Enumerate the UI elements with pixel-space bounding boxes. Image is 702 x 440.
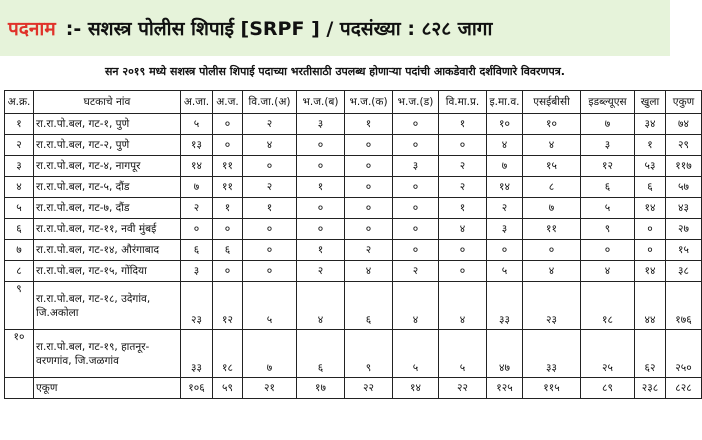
table-cell: १ [635,135,666,156]
table-cell: ६ [181,240,213,261]
table-cell: १ [243,198,297,219]
table-cell: २ [393,261,439,282]
table-cell: ० [393,177,439,198]
total-label: एकूण [34,378,181,399]
table-row [5,240,702,261]
table-cell: ८ [523,177,581,198]
table-cell: ० [439,240,487,261]
table-cell: २५० [666,330,702,378]
table-cell: १७६ [666,282,702,330]
table-cell: ७ [523,198,581,219]
table-cell: ५ [243,282,297,330]
serial-number: ८ [5,261,34,282]
serial-number: ७ [5,240,34,261]
unit-name: रा.रा.पो.बल, गट-१८, उदेगांव, जि.अकोला [34,282,181,330]
vacancy-table [4,90,702,399]
table-cell: २३ [181,282,213,330]
table-cell: ० [213,261,243,282]
table-cell: ४ [243,135,297,156]
table-cell: ५७ [666,177,702,198]
table-cell: ० [439,261,487,282]
table-cell: २ [181,198,213,219]
table-cell: ० [393,135,439,156]
table-cell: २३ [523,282,581,330]
table-cell: ४ [487,135,523,156]
total-cell: ८२८ [666,378,702,399]
column-header: घटकाचे नांव [34,91,181,114]
serial-number: ९ [5,282,34,330]
table-cell: १ [297,240,345,261]
table-cell: ४ [393,282,439,330]
table-cell: ९ [581,219,635,240]
serial-number: १० [5,330,34,378]
table-row [5,282,702,330]
table-cell: ३८ [666,261,702,282]
table-cell: १ [439,198,487,219]
table-cell: १४ [181,156,213,177]
unit-name: रा.रा.पो.बल, गट-१९, हातनूर-वरणगांव, जि.जळगांव [34,330,181,378]
designation-text: :- सशस्त्र पोलीस शिपाई [SRPF ] / पदसंख्या : ८२८ जागा [65,18,493,40]
total-serial-empty [5,378,34,399]
table-cell: १५ [666,240,702,261]
total-cell: १२५ [487,378,523,399]
table-caption: सन २०१९ मध्ये सशस्त्र पोलीस शिपाई पदाच्या भरतीसाठी उपलब्ध होणाऱ्या पदांची आकडेवारी दर्शविणारे विवरणपत्र. [105,65,565,78]
table-cell: ० [181,219,213,240]
table-cell: ११७ [666,156,702,177]
title-banner [0,0,670,56]
table-cell: ० [635,219,666,240]
table-row [5,261,702,282]
table-cell: १४ [635,261,666,282]
table-cell: ० [487,240,523,261]
header-row [5,91,702,114]
table-cell: ५ [439,330,487,378]
table-cell: ४ [345,261,393,282]
unit-name: रा.रा.पो.बल, गट-१४, औरंगाबाद [34,240,181,261]
table-cell: ५ [487,261,523,282]
table-cell: २ [345,240,393,261]
table-cell: ३३ [523,330,581,378]
total-cell: १४ [393,378,439,399]
table-cell: ९ [345,330,393,378]
table-cell: ४४ [635,282,666,330]
table-row [5,198,702,219]
table-cell: ० [213,114,243,135]
table-row [5,330,702,378]
column-header: वि.जा.(अ) [243,91,297,114]
table-cell: ४३ [666,198,702,219]
table-cell: ० [393,114,439,135]
table-cell: १ [439,114,487,135]
serial-number: ३ [5,156,34,177]
total-cell: ११५ [523,378,581,399]
table-cell: ४ [523,135,581,156]
table-cell: ५ [393,330,439,378]
table-cell: ६ [345,282,393,330]
table-cell: १२ [213,282,243,330]
table-cell: २९ [666,135,702,156]
table-cell: ४ [523,261,581,282]
table-cell: १५ [523,156,581,177]
serial-number: २ [5,135,34,156]
total-cell: २३८ [635,378,666,399]
column-header: खुला [635,91,666,114]
column-header: भ.ज.(ब) [297,91,345,114]
table-cell: २७ [666,219,702,240]
total-cell: २२ [439,378,487,399]
table-cell: ७ [181,177,213,198]
unit-name: रा.रा.पो.बल, गट-४, नागपूर [34,156,181,177]
table-cell: ० [393,240,439,261]
table-cell: ० [345,198,393,219]
table-cell: ३३ [487,282,523,330]
table-cell: ० [345,156,393,177]
table-cell: १२ [581,156,635,177]
serial-number: ४ [5,177,34,198]
table-cell: ११ [213,177,243,198]
table-cell: ४ [581,261,635,282]
table-cell: ० [297,156,345,177]
table-cell: ४७ [487,330,523,378]
unit-name: रा.रा.पो.बल, गट-११, नवी मुंबई [34,219,181,240]
designation-label: पदनाम [8,18,56,40]
serial-number: ५ [5,198,34,219]
table-cell: ४ [439,282,487,330]
table-cell: ५ [581,198,635,219]
table-cell: ० [213,219,243,240]
unit-name: रा.रा.पो.बल, गट-१, पुणे [34,114,181,135]
column-header: अ.जा. [181,91,213,114]
table-cell: ३३ [181,330,213,378]
table-cell: ० [243,219,297,240]
table-cell: ३ [393,156,439,177]
unit-name: रा.रा.पो.बल, गट-७, दौंड [34,198,181,219]
table-row [5,219,702,240]
unit-name: रा.रा.पो.बल, गट-५, दौंड [34,177,181,198]
table-cell: १ [213,198,243,219]
table-cell: ० [243,261,297,282]
serial-number: १ [5,114,34,135]
table-cell: १० [523,114,581,135]
table-row [5,177,702,198]
column-header: इडब्ल्यूएस [581,91,635,114]
column-header: वि.मा.प्र. [439,91,487,114]
total-cell: १०६ [181,378,213,399]
table-row [5,156,702,177]
table-cell: ० [523,240,581,261]
table-cell: १८ [213,330,243,378]
table-cell: ७४ [666,114,702,135]
table-cell: ० [243,156,297,177]
table-cell: २ [487,198,523,219]
table-cell: ३ [487,219,523,240]
table-cell: ० [297,219,345,240]
table-cell: ५ [181,114,213,135]
total-cell: २१ [243,378,297,399]
table-cell: ६ [581,177,635,198]
table-cell: ७ [487,156,523,177]
column-header: एकुण [666,91,702,114]
table-cell: १४ [635,198,666,219]
table-cell: ० [213,135,243,156]
table-cell: ३ [297,114,345,135]
unit-name: रा.रा.पो.बल, गट-२, पुणे [34,135,181,156]
column-header: भ.ज.(क) [345,91,393,114]
table-cell: ० [439,135,487,156]
table-cell: १ [345,114,393,135]
table-cell: ० [345,135,393,156]
table-cell: १८ [581,282,635,330]
table-cell: २ [243,114,297,135]
table-cell: ११ [213,156,243,177]
total-cell: २२ [345,378,393,399]
table-cell: ५३ [635,156,666,177]
table-cell: ० [581,240,635,261]
table-cell: ० [393,219,439,240]
table-cell: ६ [297,330,345,378]
table-cell: १० [487,114,523,135]
table-row [5,135,702,156]
table-cell: २ [439,156,487,177]
unit-name: रा.रा.पो.बल, गट-१५, गोंदिया [34,261,181,282]
table-cell: २ [243,177,297,198]
total-cell: ५९ [213,378,243,399]
table-cell: ० [243,240,297,261]
table-cell: ३ [181,261,213,282]
table-row [5,114,702,135]
table-cell: ४ [439,219,487,240]
table-cell: ० [345,177,393,198]
table-cell: ६ [635,177,666,198]
table-cell: ० [393,198,439,219]
table-cell: ७ [243,330,297,378]
table-cell: २५ [581,330,635,378]
total-cell: ८९ [581,378,635,399]
table-cell: ४ [297,282,345,330]
serial-number: ६ [5,219,34,240]
table-cell: ६ [213,240,243,261]
table-cell: ६२ [635,330,666,378]
table-cell: ३ [581,135,635,156]
table-cell: २ [297,261,345,282]
table-cell: ३४ [635,114,666,135]
table-cell: २ [439,177,487,198]
column-header: इ.मा.व. [487,91,523,114]
total-cell: १७ [297,378,345,399]
table-cell: १३ [181,135,213,156]
table-cell: ७ [581,114,635,135]
table-cell: ० [345,219,393,240]
table-cell: ० [635,240,666,261]
table-cell: ११ [523,219,581,240]
table-cell: १ [297,177,345,198]
total-row [5,378,702,399]
table-cell: १४ [487,177,523,198]
table-cell: ० [297,135,345,156]
column-header: एसईबीसी [523,91,581,114]
column-header: भ.ज.(ड) [393,91,439,114]
column-header: अ.ज. [213,91,243,114]
table-cell: ० [297,198,345,219]
column-header: अ.क्र. [5,91,34,114]
